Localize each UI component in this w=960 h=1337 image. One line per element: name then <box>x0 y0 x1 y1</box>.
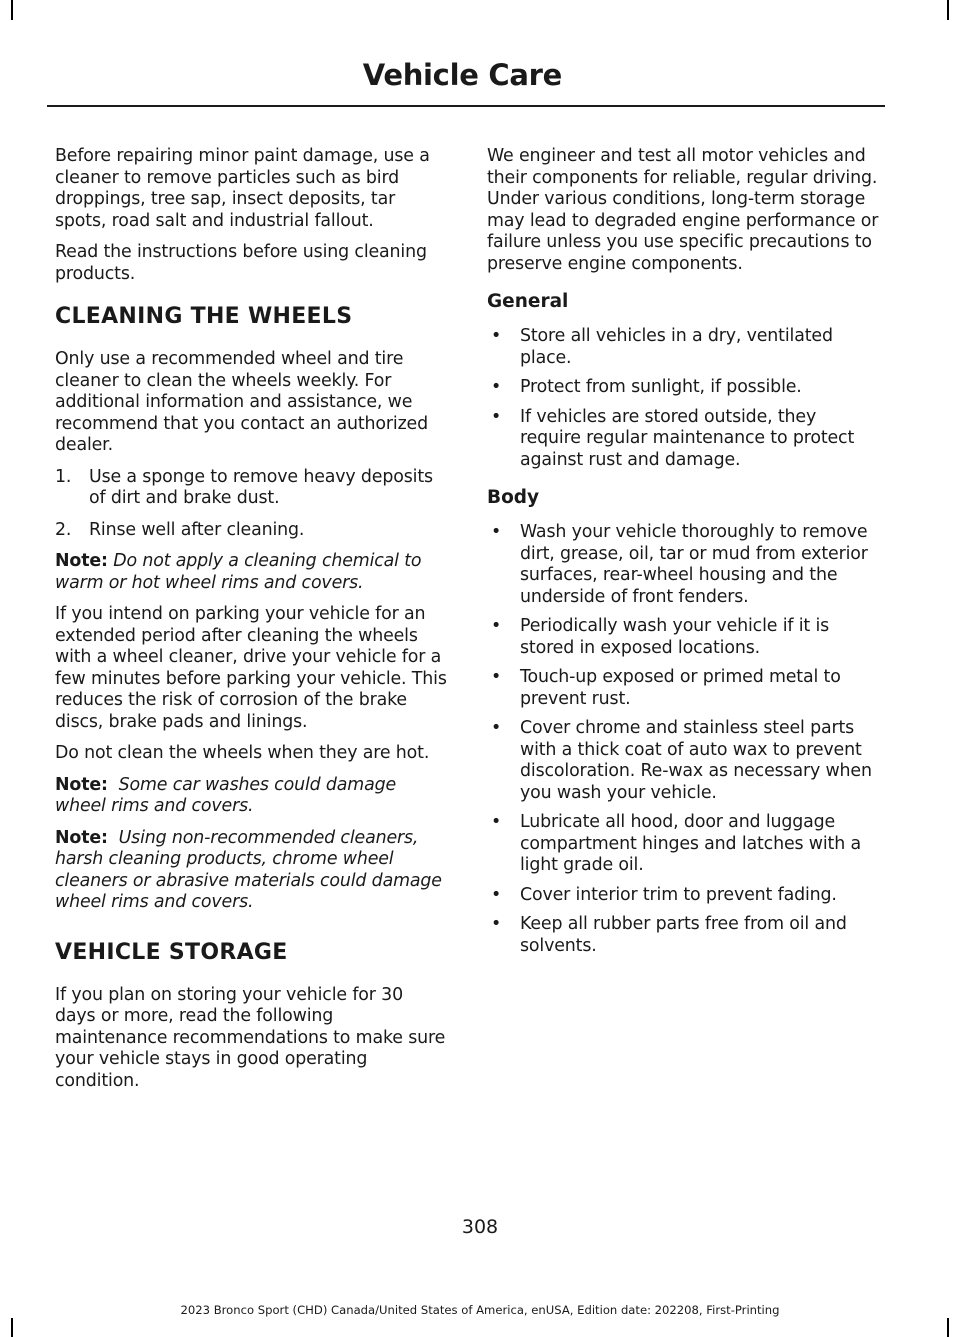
bullet-marker: • <box>491 884 502 905</box>
note-3 <box>55 828 448 914</box>
step-number: 1. <box>55 466 72 487</box>
bullet-marker: • <box>491 914 502 934</box>
bullet-marker: • <box>491 812 502 832</box>
storage-intro-paragraph: We engineer and test all motor vehicles and their components for reliable, regular driving. Under various conditions, long-term storage may lead to degraded engine performance or failure unless you use specific precautions to preserve engine components. <box>487 146 879 274</box>
list-item <box>487 718 881 804</box>
header-divider <box>47 105 885 107</box>
list-item <box>487 326 881 369</box>
list-item <box>487 885 881 907</box>
bullet-text: Periodically wash your vehicle if it is stored in exposed locations. <box>520 616 830 658</box>
bullet-text: Wash your vehicle thoroughly to remove dirt, grease, oil, tar or mud from exterior surfaces, rear-wheel housing and the underside of front fenders. <box>520 522 868 607</box>
note-label: Note: <box>55 774 108 795</box>
bullet-marker: • <box>491 326 502 346</box>
bullet-text: If vehicles are stored outside, they require regular maintenance to protect against rust and damage. <box>520 406 855 470</box>
left-column <box>55 146 448 1102</box>
list-item <box>487 914 881 957</box>
bullet-text: Cover interior trim to prevent fading. <box>520 884 837 905</box>
bullet-text: Touch-up exposed or primed metal to prevent rust. <box>520 667 841 709</box>
section-heading-cleaning-wheels: CLEANING THE WHEELS <box>55 304 353 329</box>
section-heading-vehicle-storage: VEHICLE STORAGE <box>55 939 288 965</box>
note-text: Some car washes could damage wheel rims and covers. <box>55 774 397 816</box>
right-column <box>487 146 881 965</box>
note-text: Using non-recommended cleaners, harsh cleaning products, chrome wheel cleaners or abrasive materials could damage wheel rims and covers. <box>55 827 442 912</box>
body-bullet-list <box>487 522 881 957</box>
bullet-text: Keep all rubber parts free from oil and solvents. <box>520 914 847 956</box>
bullet-marker: • <box>491 667 502 687</box>
wheels-paragraph-3: Do not clean the wheels when they are hot. <box>55 743 430 763</box>
list-item <box>487 667 881 710</box>
wheels-steps-list <box>55 467 448 542</box>
general-bullet-list <box>487 326 881 471</box>
bullet-text: Store all vehicles in a dry, ventilated place. <box>520 326 833 368</box>
list-item <box>487 616 881 659</box>
wheels-paragraph-1: Only use a recommended wheel and tire cleaner to clean the wheels weekly. For additional information and assistance, we recommend that you contact an authorized dealer. <box>55 349 428 455</box>
step-text: Rinse well after cleaning. <box>89 519 305 540</box>
page-title: Vehicle Care <box>362 58 562 92</box>
note-label: Note: <box>55 551 108 571</box>
list-item <box>487 812 881 877</box>
crop-mark-bottom-left <box>11 1318 13 1337</box>
step-number: 2. <box>55 519 72 540</box>
list-item <box>487 407 881 472</box>
list-item <box>487 377 881 399</box>
wheels-paragraph-2: If you intend on parking your vehicle for an extended period after cleaning the wheels with a wheel cleaner, drive your vehicle for a few minutes before parking your vehicle. This reduces the risk of corrosion of the brake discs, brake pads and linings. <box>55 604 447 732</box>
bullet-text: Protect from sunlight, if possible. <box>520 377 802 397</box>
note-1 <box>55 551 448 594</box>
bullet-marker: • <box>491 377 502 397</box>
bullet-marker: • <box>491 616 502 636</box>
step-text: Use a sponge to remove heavy deposits of dirt and brake dust. <box>89 466 433 508</box>
list-item <box>55 520 448 542</box>
crop-mark-bottom-right <box>947 1318 949 1337</box>
bullet-marker: • <box>491 718 502 738</box>
subheading-general: General <box>487 291 569 312</box>
list-item <box>487 522 881 608</box>
crop-mark-top-right <box>947 0 949 20</box>
note-text: Do not apply a cleaning chemical to warm or hot wheel rims and covers. <box>55 551 422 593</box>
note-2 <box>55 775 448 818</box>
bullet-text: Cover chrome and stainless steel parts with a thick coat of auto wax to prevent discoloration. Re-wax as necessary when you wash your vehicle. <box>520 718 872 803</box>
bullet-marker: • <box>491 406 502 427</box>
storage-paragraph: If you plan on storing your vehicle for 30 days or more, read the following maintenance recommendations to make sure your vehicle stays in good operating condition. <box>55 984 446 1091</box>
crop-mark-top-left <box>11 0 13 20</box>
list-item <box>55 467 448 510</box>
page-number: 308 <box>461 1216 499 1238</box>
intro-paragraph-1: Before repairing minor paint damage, use a cleaner to remove particles such as bird droppings, tree sap, insect deposits, tar spots, road salt and industrial fallout. <box>55 146 430 231</box>
footer-edition-info: 2023 Bronco Sport (CHD) Canada/United States of America, enUSA, Edition date: 202208, First-Printing <box>180 1303 780 1317</box>
intro-paragraph-2: Read the instructions before using cleaning products. <box>55 242 427 284</box>
bullet-marker: • <box>491 522 502 542</box>
note-label: Note: <box>55 827 108 848</box>
subheading-body: Body <box>487 487 540 508</box>
bullet-text: Lubricate all hood, door and luggage compartment hinges and latches with a light grade oil. <box>520 812 861 875</box>
